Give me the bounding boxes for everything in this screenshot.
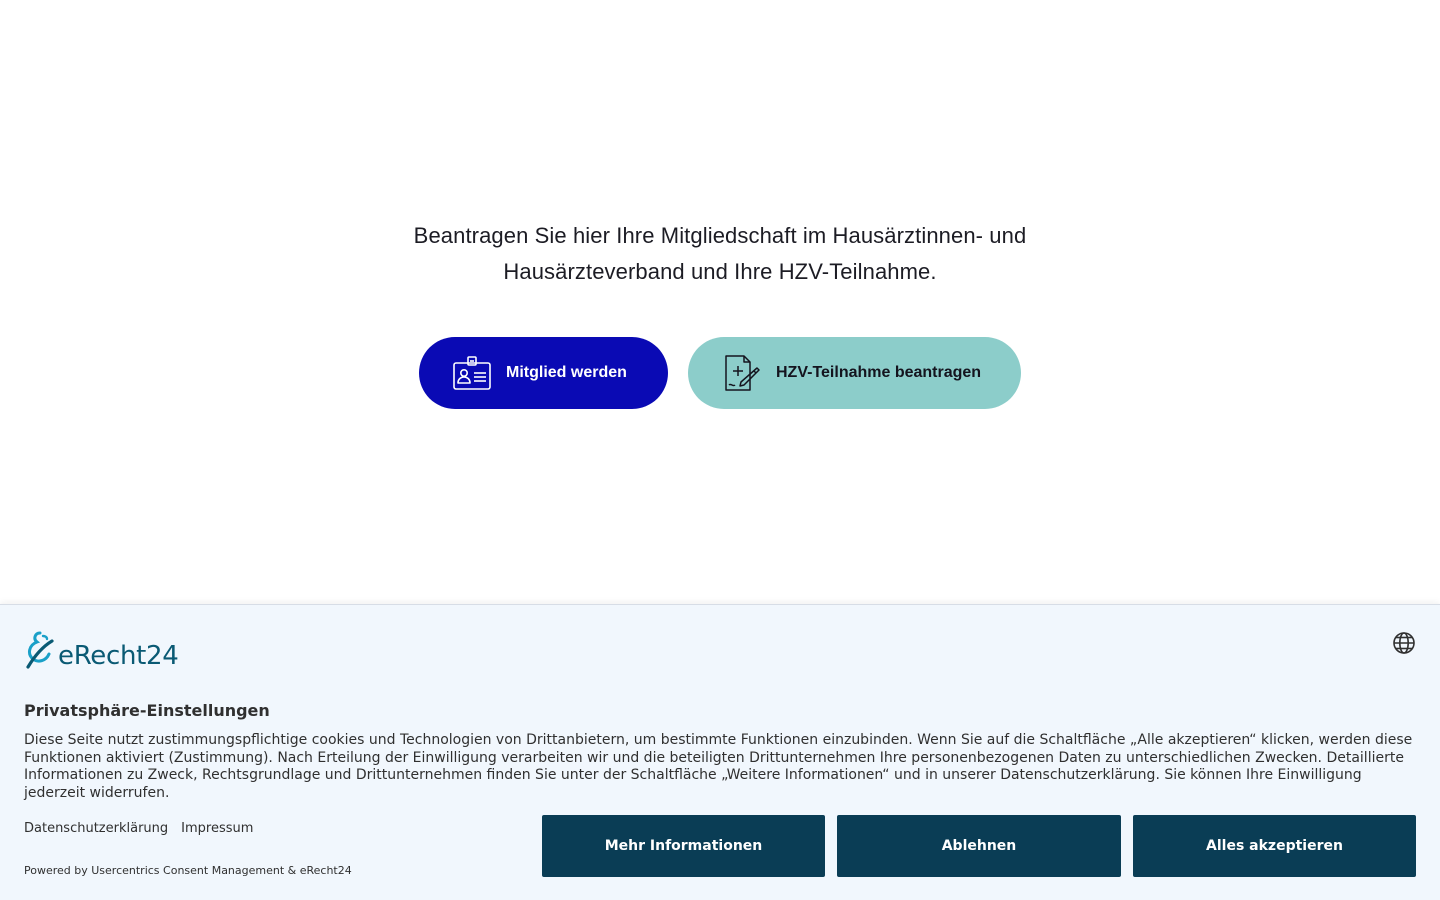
erecht24-logo-mark-icon [24,631,58,671]
hero-description [0,218,1440,290]
more-information-button[interactable]: Mehr Informationen [542,815,825,877]
become-member-label: Mitglied werden [506,364,627,381]
hero-line-2: Hausärzteverband und Ihre HZV-Teilnahme. [503,259,937,284]
consent-title: Privatsphäre-Einstellungen [24,701,270,720]
privacy-policy-link[interactable]: Datenschutzerklärung [24,821,169,836]
deny-button[interactable]: Ablehnen [837,815,1121,877]
powered-by-text: Powered by Usercentrics Consent Management & eRecht24 [24,864,352,877]
id-badge-icon [453,354,491,392]
imprint-link[interactable]: Impressum [181,821,254,836]
document-pen-icon [723,354,761,392]
become-member-button[interactable] [419,337,668,409]
hzv-application-label: HZV-Teilnahme beantragen [776,364,982,381]
globe-icon[interactable] [1392,631,1416,655]
consent-links [24,821,253,836]
erecht24-logo [24,629,179,671]
hero-line-1: Beantragen Sie hier Ihre Mitgliedschaft im Hausärztinnen- und [413,223,1027,248]
accept-all-button[interactable]: Alles akzeptieren [1133,815,1416,877]
cookie-consent-banner [0,604,1440,900]
hzv-application-button[interactable] [688,337,1021,409]
consent-description: Diese Seite nutzt zustimmungspflichtige cookies und Technologien von Drittanbietern, um bestimmte Funktionen einzubinden. Wenn Sie auf die Schaltfläche „Alle akzeptieren“ klicken, werden diese Funktionen aktiviert (Zustimmung). Nach Erteilung der Einwilligung verarbeiten wir und die beteiligten Drittunternehmen Ihre personenbezogenen Daten zu unterschiedlichen Zwecken. Detaillierte Informationen zu Zweck, Rechtsgrundlage und Drittunternehmen finden Sie unter der Schaltfläche „Weitere Informationen“ und in unserer Datenschutzerklärung. Sie können Ihre Einwilligung jederzeit widerrufen. [24,732,1413,801]
erecht24-logo-text: eRecht24 [58,641,179,671]
